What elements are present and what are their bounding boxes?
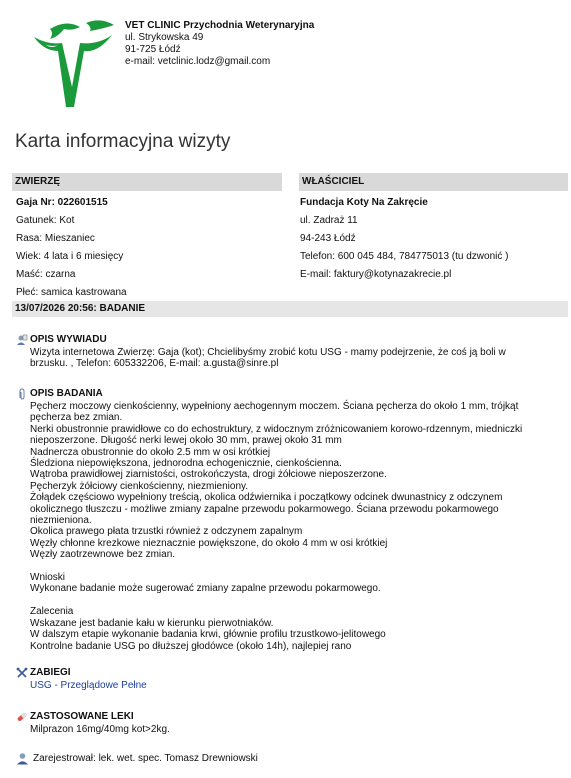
- text-line: [30, 561, 522, 572]
- paperclip-icon: [16, 388, 28, 400]
- owner-city: 94-243 Łódź: [300, 233, 356, 244]
- owner-street: ul. Zadraż 11: [300, 215, 358, 226]
- drugs-section: [16, 710, 170, 735]
- animal-header: ZWIERZĘ: [12, 173, 282, 191]
- text-line: Wskazane jest badanie kału w kierunku pierwotniaków.: [30, 617, 274, 629]
- exam-text: [16, 401, 522, 652]
- text-line: Śledziona niepowiększona, jednorodna echogenicznie, cienkościenna.: [30, 458, 342, 470]
- animal-species: Gatunek: Kot: [16, 215, 75, 226]
- clinic-street: ul. Strykowska 49: [125, 32, 204, 43]
- text-line: [30, 595, 522, 606]
- text-line: Zalecenia: [30, 606, 74, 618]
- clinic-name: VET CLINIC Przychodnia Weterynaryjna: [125, 20, 315, 31]
- animal-age: Wiek: 4 lata i 6 miesięcy: [16, 251, 124, 262]
- text-line: pęcherza bez zmian.: [30, 412, 123, 424]
- interview-section: [16, 333, 506, 370]
- text-line: Pęcherzyk żółciowy cienkościenny, niezmieniony.: [30, 480, 249, 492]
- clinic-city: 91-725 Łódź: [125, 44, 181, 55]
- text-line: brzusku. , Telefon: 605332206, E-mail: a.gusta@sinre.pl: [30, 358, 279, 370]
- exam-header: OPIS BADANIA: [30, 388, 103, 399]
- clinic-logo: [28, 15, 118, 113]
- text-line: Węzły zaotrzewnowe bez zmian.: [30, 549, 176, 561]
- visit-header: 13/07/2026 20:56: BADANIE: [12, 301, 568, 317]
- owner-header: WŁAŚCICIEL: [299, 173, 568, 191]
- user-icon: [16, 752, 29, 765]
- animal-sex: Płeć: samica kastrowana: [16, 287, 127, 298]
- text-line: okolicznego tłuszczu - możliwe zmiany zapalne przewodu pokarmowego. Ściana przewodu pokarmowego: [30, 503, 499, 515]
- text-line: Wizyta internetowa Zwierzę: Gaja (kot); Chcielibyśmy zrobić kotu USG - mamy podejrzenie, że coś ją boli w: [30, 347, 506, 358]
- text-line: Wnioski: [30, 572, 66, 584]
- exam-section: [16, 387, 522, 652]
- owner-email: E-mail: faktury@kotynazakrecie.pl: [300, 269, 452, 280]
- owner-name: Fundacja Koty Na Zakręcie: [300, 197, 428, 208]
- text-line: niezmieniona.: [30, 515, 92, 527]
- owner-details: [300, 194, 509, 284]
- interview-icon: [16, 334, 28, 346]
- text-line: Węzły chłonne krezkowe nieznacznie powiększone, do około 4 mm w osi krótkiej: [30, 537, 388, 549]
- interview-header: OPIS WYWIADU: [30, 334, 107, 345]
- interview-text: [16, 347, 506, 370]
- pill-icon: [16, 711, 28, 723]
- text-line: Nadnercza obustronnie do około 2.5 mm w osi krótkiej: [30, 446, 271, 458]
- procedure-link[interactable]: USG - Przeglądowe Pełne: [30, 680, 147, 691]
- animal-name: Gaja Nr: 022601515: [16, 197, 108, 208]
- procedures-header: ZABIEGI: [30, 667, 71, 678]
- text-line: Żołądek częściowo wypełniony treścią, okolica odźwiernika i początkowy odcinek dwunastnicy z odczynem: [30, 492, 503, 504]
- drug-item: Milprazon 16mg/40mg kot>2kg.: [30, 724, 170, 735]
- animal-details: [16, 194, 127, 302]
- tools-icon: [16, 667, 28, 679]
- registered-by-text: Zarejestrował: lek. wet. spec. Tomasz Drewniowski: [33, 753, 258, 764]
- text-line: Wątroba prawidłowej ziarnistości, ostrokończysta, drogi żółciowe nieposzerzone.: [30, 469, 387, 481]
- page-title: Karta informacyjna wizyty: [15, 131, 231, 152]
- owner-phone: Telefon: 600 045 484, 784775013 (tu dzwonić ): [300, 251, 509, 262]
- text-line: W dalszym etapie wykonanie badania krwi, głównie profilu trzustkowo-jelitowego: [30, 629, 386, 641]
- registered-by: [16, 752, 258, 765]
- clinic-info: [125, 20, 314, 68]
- procedures-section: [16, 666, 147, 691]
- text-line: Pęcherz moczowy cienkościenny, wypełniony aechogennym moczem. Ściana pęcherza do około 1 mm, trójkąt: [30, 401, 519, 412]
- clinic-email: e-mail: vetclinic.lodz@gmail.com: [125, 56, 271, 67]
- drugs-header: ZASTOSOWANE LEKI: [30, 711, 134, 722]
- text-line: Kontrolne badanie USG po dłuższej głodówce (około 14h), najlepiej rano: [30, 640, 352, 652]
- animal-color: Maść: czarna: [16, 269, 76, 280]
- text-line: Wykonane badanie może sugerować zmiany zapalne przewodu pokarmowego.: [30, 583, 381, 595]
- text-line: nieposzerzone. Długość nerki lewej około 30 mm, prawej około 31 mm: [30, 435, 342, 447]
- animal-breed: Rasa: Mieszaniec: [16, 233, 95, 244]
- text-line: Nerki obustronnie prawidłowe co do echostruktury, z widocznym zróżnicowaniem korowo-rdzennym, miedniczki: [30, 423, 523, 435]
- text-line: Okolica prawego płata trzustki również z odczynem zapalnym: [30, 526, 303, 538]
